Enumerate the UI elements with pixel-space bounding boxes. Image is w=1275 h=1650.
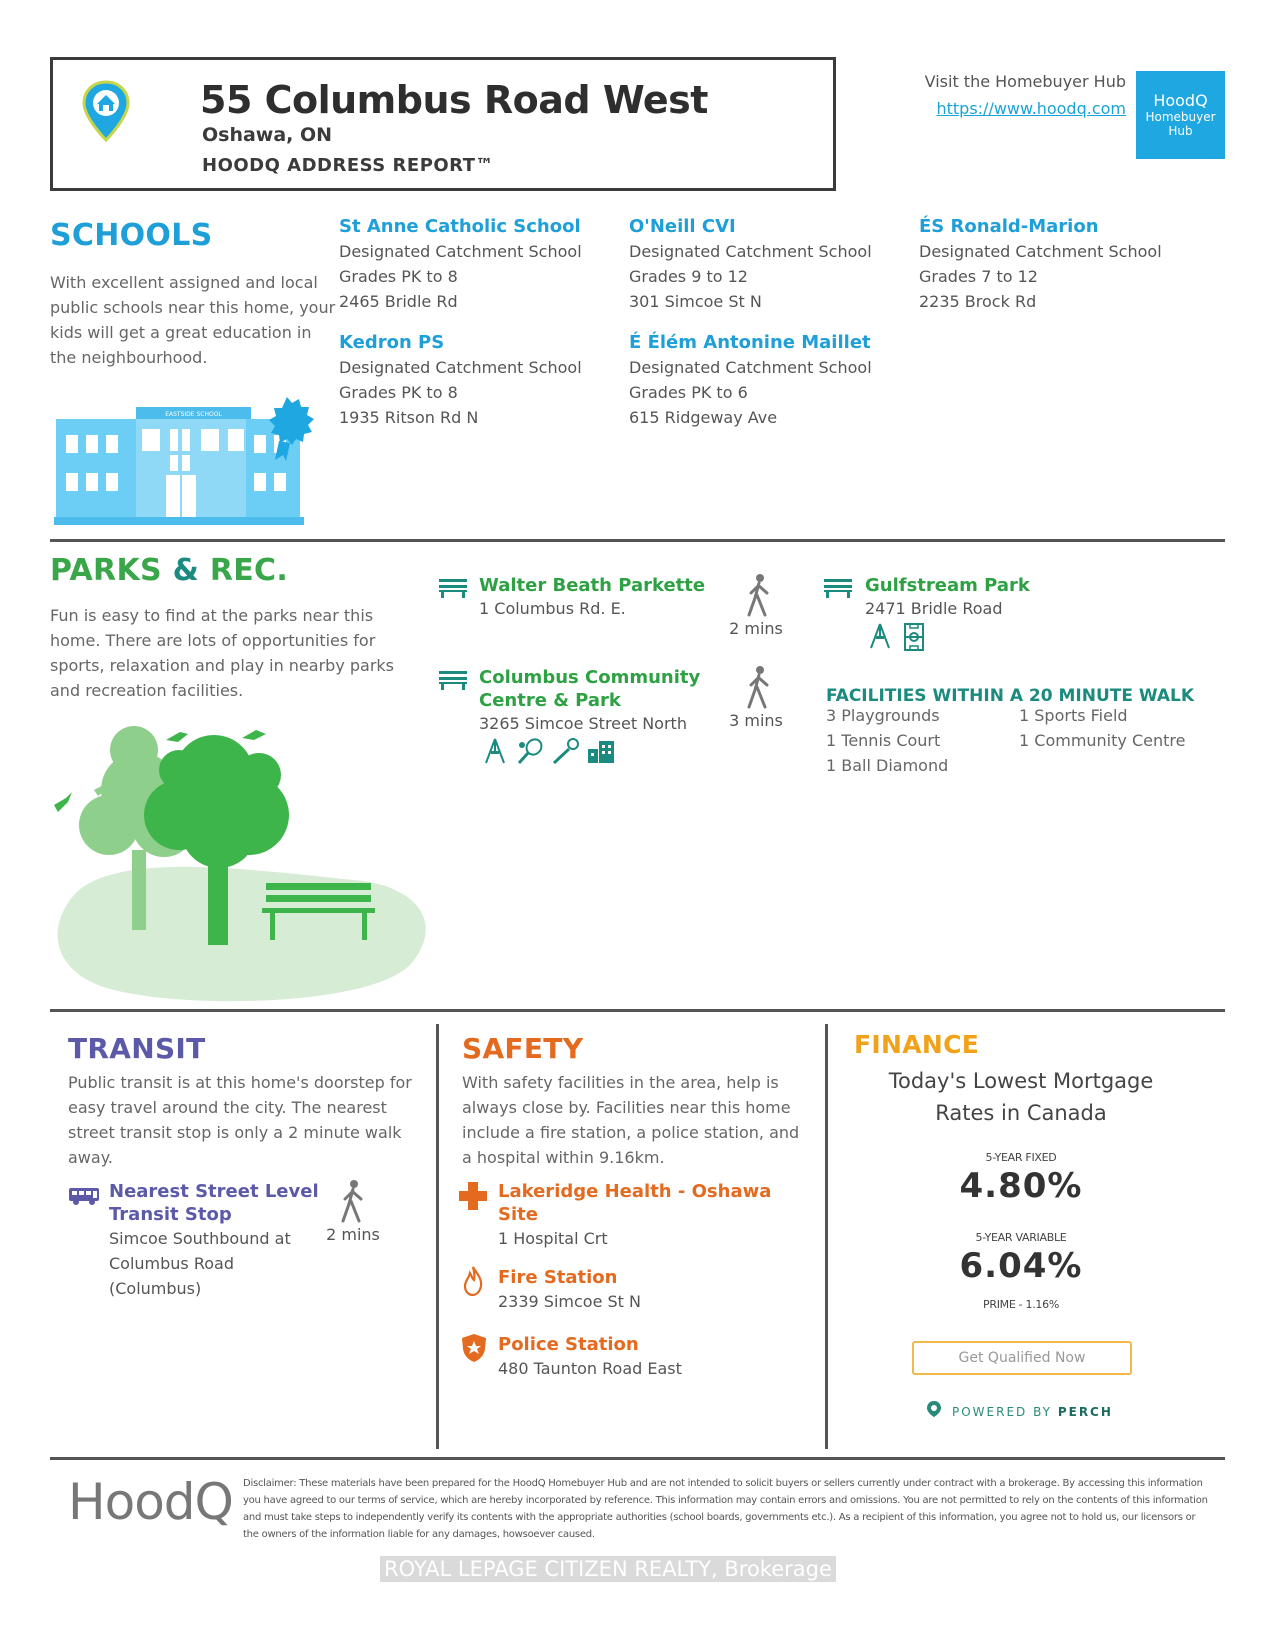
brokerage-watermark: ROYAL LEPAGE CITIZEN REALTY, Brokerage [380,1556,836,1582]
tennis-court-icon [516,737,544,765]
school-card [339,215,619,314]
section-divider [50,1009,1225,1012]
facility-item: 1 Ball Diamond [826,756,949,775]
transit-stop-address: Simcoe Southbound at [109,1229,291,1248]
park-bench-icon [438,669,468,691]
perch-logo-icon [925,1400,943,1418]
schools-heading: SCHOOLS [50,218,213,253]
police-shield-icon [461,1333,487,1363]
transit-stop [109,1180,319,1301]
school-address: 2465 Bridle Rd [339,292,458,311]
park-name[interactable]: Columbus Community [479,667,701,688]
finance-heading: FINANCE [854,1030,980,1059]
hub-badge[interactable] [1136,71,1225,159]
address-title: 55 Columbus Road West [200,78,708,122]
school-type: Designated Catchment School [629,358,872,377]
report-label: HOODQ ADDRESS REPORT™ [202,155,495,176]
park-card [479,666,700,736]
school-address: 2235 Brock Rd [919,292,1037,311]
hospital-cross-icon [458,1181,488,1211]
community-centre-icon [586,737,616,765]
school-address: 301 Simcoe St N [629,292,762,311]
park-name[interactable]: Gulfstream Park [865,575,1030,596]
hub-badge-title: HoodQ [1153,91,1208,110]
walk-time: 3 mins [729,711,783,730]
parks-heading-a: PARKS [50,553,162,588]
home-location-pin-icon [82,80,130,142]
walking-person-icon [745,665,773,709]
school-grades: Grades PK to 6 [629,383,748,402]
hospital-item [498,1180,771,1251]
school-building-illustration [54,395,334,530]
hub-link[interactable]: https://www.hoodq.com [936,99,1126,118]
column-divider [825,1024,828,1449]
variable-rate-value: 6.04% [959,1246,1083,1286]
walk-time: 2 mins [326,1225,380,1244]
hospital-address: 1 Hospital Crt [498,1229,608,1248]
mortgage-subtitle: Rates in Canada [935,1101,1107,1125]
variable-rate-label: 5-YEAR VARIABLE [975,1231,1067,1244]
school-type: Designated Catchment School [339,242,582,261]
school-address: 615 Ridgeway Ave [629,408,778,427]
park-bench-icon [823,577,853,599]
section-divider [50,539,1225,542]
school-address: 1935 Ritson Rd N [339,408,479,427]
school-grades: Grades PK to 8 [339,267,458,286]
transit-stop-address: (Columbus) [109,1279,202,1298]
facility-item: 1 Sports Field [1019,706,1128,725]
powered-by-text: POWERED BY [952,1405,1058,1419]
school-name[interactable]: St Anne Catholic School [339,216,581,237]
hospital-name[interactable]: Lakeridge Health - Oshawa [498,1181,772,1202]
school-type: Designated Catchment School [339,358,582,377]
walking-person-icon [745,573,773,617]
column-divider [436,1024,439,1449]
police-station-address: 480 Taunton Road East [498,1359,682,1378]
facilities-heading: FACILITIES WITHIN A 20 MINUTE WALK [826,686,1195,706]
school-card [629,215,909,314]
park-address: 2471 Bridle Road [865,599,1003,618]
school-name[interactable]: É Élém Antonine Maillet [629,332,871,353]
powered-by-perch[interactable] [952,1405,1113,1419]
transit-description: Public transit is at this home's doorstep for easy travel around the city. The nearest street transit stop is only a 2 minute walk away. [68,1073,412,1167]
fixed-rate-value: 4.80% [959,1166,1083,1206]
prime-note: PRIME - 1.16% [983,1298,1059,1311]
park-name[interactable]: Walter Beath Parkette [479,575,706,596]
school-name[interactable]: O'Neill CVI [629,216,736,237]
park-address: 1 Columbus Rd. E. [479,599,626,618]
park-card [865,574,1030,621]
school-name[interactable]: ÉS Ronald-Marion [919,216,1099,237]
fire-flame-icon [463,1266,483,1296]
hub-badge-sub1: Homebuyer [1145,110,1216,124]
facility-item: 1 Community Centre [1019,731,1186,750]
school-card [919,215,1199,314]
park-trees-illustration [54,720,434,1005]
fire-station-item [498,1266,641,1314]
walk-time: 2 mins [729,619,783,638]
hospital-name[interactable]: Site [498,1204,538,1225]
parks-heading-amp: & [161,553,210,588]
address-city: Oshawa, ON [202,124,333,146]
bus-icon [68,1186,100,1206]
parks-heading-b: REC. [209,553,289,588]
school-name[interactable]: Kedron PS [339,332,445,353]
safety-description: With safety facilities in the area, help is always close by. Facilities near this home include a fire station, a police station, and a hospital within 9.16km. [462,1073,800,1167]
transit-stop-name[interactable]: Nearest Street Level [109,1181,319,1202]
disclaimer-text: Disclaimer: These materials have been prepared for the HoodQ Homebuyer Hub and are not intended to solicit buyers or sellers currently under contract with a brokerage. By accessing this information you have agreed to our terms of service, which are hereby incorporated by reference. This information may contain errors and omissions. You are not permitted to rely on the contents of this information and must take steps to independently verify its contents with the appropriate authorities (school boards, governments etc.). As a recipient of this information, you agree not to hold us, our licensors or the owners of the information liable for any damages, howsoever caused. [243,1478,1208,1540]
safety-heading: SAFETY [462,1032,584,1065]
park-card [479,574,705,621]
school-grades: Grades 7 to 12 [919,267,1038,286]
fire-station-address: 2339 Simcoe St N [498,1292,641,1311]
school-card [339,331,619,430]
park-address: 3265 Simcoe Street North [479,714,687,733]
playground-icon [483,737,507,765]
perch-brand: PERCH [1057,1405,1113,1419]
fixed-rate-label: 5-YEAR FIXED [985,1151,1057,1164]
park-bench-icon [438,577,468,599]
section-divider [50,1457,1225,1460]
school-sign-text: EASTSIDE SCHOOL [165,411,222,418]
parks-heading [50,553,288,588]
park-name[interactable]: Centre & Park [479,690,621,711]
transit-heading: TRANSIT [68,1032,206,1065]
hub-visit-text: Visit the Homebuyer Hub [924,72,1126,91]
ball-diamond-icon [551,737,581,765]
hoodq-logo: HoodQ [68,1473,233,1531]
police-station-name[interactable]: Police Station [498,1334,639,1355]
get-qualified-button[interactable]: Get Qualified Now [912,1341,1132,1375]
mortgage-subtitle: Today's Lowest Mortgage [888,1069,1154,1093]
schools-description: With excellent assigned and local public schools near this home, your kids will get a great education in the neighbourhood. [50,273,336,367]
school-grades: Grades 9 to 12 [629,267,748,286]
hub-badge-sub2: Hub [1168,124,1193,138]
school-type: Designated Catchment School [919,242,1162,261]
school-card [629,331,909,430]
playground-icon [868,622,892,650]
school-grades: Grades PK to 8 [339,383,458,402]
transit-stop-address: Columbus Road [109,1254,234,1273]
fire-station-name[interactable]: Fire Station [498,1267,618,1288]
walking-person-icon [339,1179,367,1223]
parks-description: Fun is easy to find at the parks near this home. There are lots of opportunities for sports, relaxation and play in nearby parks and recreation facilities. [50,606,395,700]
school-type: Designated Catchment School [629,242,872,261]
facility-item: 3 Playgrounds [826,706,940,725]
transit-stop-name[interactable]: Transit Stop [109,1204,232,1225]
sports-field-icon [903,622,925,652]
facility-item: 1 Tennis Court [826,731,941,750]
police-station-item [498,1333,682,1381]
